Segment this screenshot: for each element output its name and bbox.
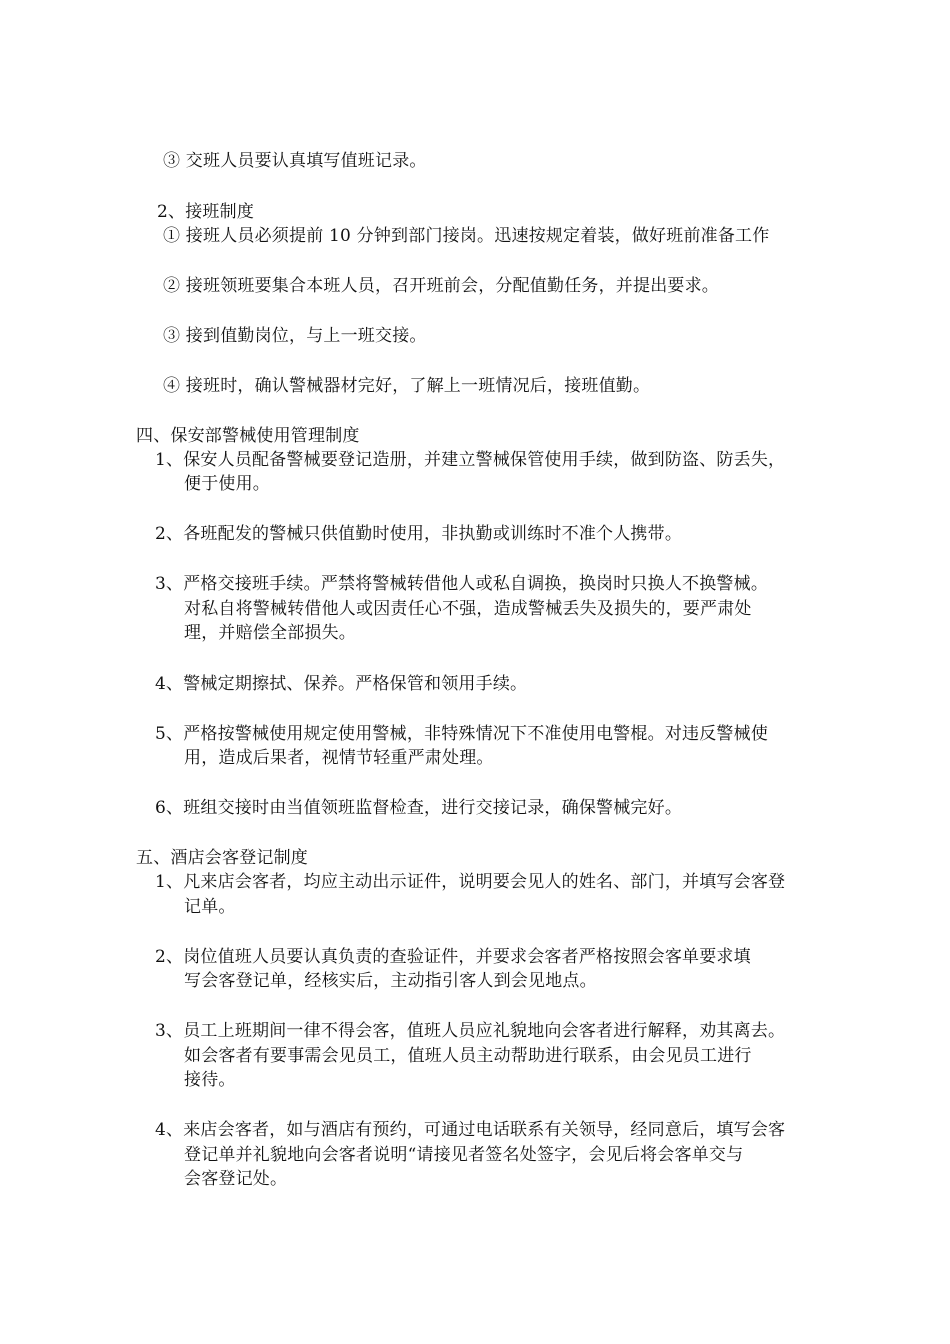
text-line: ① 接班人员必须提前 10 分钟到部门接岗。迅速按规定着装，做好班前准备工作 <box>163 226 770 246</box>
text-line: 接待。 <box>184 1070 236 1090</box>
chapter-heading: 四、保安部警械使用管理制度 <box>136 426 360 446</box>
text-line: 1、凡来店会客者，均应主动出示证件，说明要会见人的姓名、部门，并填写会客登 <box>155 872 786 892</box>
text-line: 2、岗位值班人员要认真负责的查验证件，并要求会客者严格按照会客单要求填 <box>155 947 751 967</box>
text-line: 便于使用。 <box>184 474 270 494</box>
chapter-heading: 五、酒店会客登记制度 <box>136 848 308 868</box>
text-line: 4、警械定期擦拭、保养。严格保管和领用手续。 <box>155 674 528 694</box>
text-line: ③ 交班人员要认真填写值班记录。 <box>163 151 427 171</box>
text-line: 3、严格交接班手续。严禁将警械转借他人或私自调换，换岗时只换人不换警械。 <box>155 574 769 594</box>
text-line: 会客登记处。 <box>184 1169 288 1189</box>
text-line: ③ 接到值勤岗位，与上一班交接。 <box>163 326 427 346</box>
text-line: 4、来店会客者，如与酒店有预约，可通过电话联系有关领导，经同意后，填写会客 <box>155 1120 786 1140</box>
text-line: 登记单并礼貌地向会客者说明“请接见者签名处签字，会见后将会客单交与 <box>184 1145 744 1165</box>
text-line: 用，造成后果者，视情节轻重严肃处理。 <box>184 748 494 768</box>
text-line: 1、保安人员配备警械要登记造册，并建立警械保管使用手续，做到防盗、防丢失， <box>155 450 786 470</box>
text-line: ② 接班领班要集合本班人员，召开班前会，分配值勤任务，并提出要求。 <box>163 276 720 296</box>
text-line: 5、严格按警械使用规定使用警械，非特殊情况下不准使用电警棍。对违反警械使 <box>155 724 769 744</box>
text-line: 6、班组交接时由当值领班监督检查，进行交接记录，确保警械完好。 <box>155 798 683 818</box>
text-line: ④ 接班时，确认警械器材完好，了解上一班情况后，接班值勤。 <box>163 376 651 396</box>
text-line: 3、员工上班期间一律不得会客，值班人员应礼貌地向会客者进行解释，劝其离去。 <box>155 1021 786 1041</box>
section-heading: 2、接班制度 <box>157 202 255 222</box>
text-line: 如会客者有要事需会见员工，值班人员主动帮助进行联系，由会见员工进行 <box>184 1046 752 1066</box>
text-line: 对私自将警械转借他人或因责任心不强，造成警械丢失及损失的，要严肃处 <box>184 599 752 619</box>
text-line: 记单。 <box>184 897 236 917</box>
text-line: 写会客登记单，经核实后，主动指引客人到会见地点。 <box>184 971 597 991</box>
text-line: 2、各班配发的警械只供值勤时使用，非执勤或训练时不准个人携带。 <box>155 524 683 544</box>
text-line: 理，并赔偿全部损失。 <box>184 623 356 643</box>
